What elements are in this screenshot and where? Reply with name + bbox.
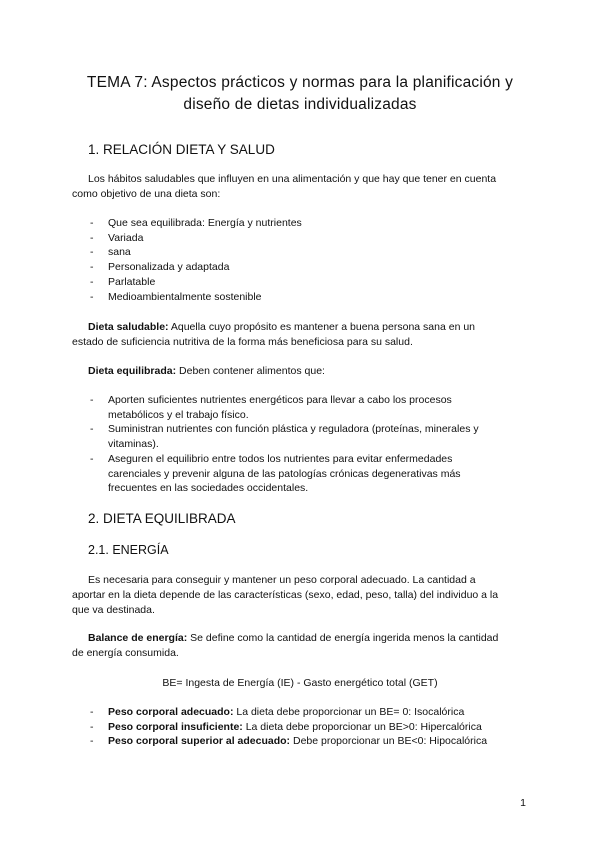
list-item: - Aporten suficientes nutrientes energéticos para llevar a cabo los procesos metabólicos y el trabajo físico. [90, 394, 452, 421]
page-number: 1 [520, 797, 526, 809]
list-item: - Peso corporal superior al adecuado: Debe proporcionar un BE<0: Hipocalórica [90, 735, 488, 748]
intro-line-2: como objetivo de una dieta son: [72, 188, 221, 200]
list-item: - Peso corporal adecuado: La dieta debe proporcionar un BE= 0: Isocalórica [90, 706, 465, 718]
list-item: - Peso corporal insuficiente: La dieta debe proporcionar un BE>0: Hipercalórica [90, 720, 482, 733]
list-item: - Medioambientalmente sostenible [90, 290, 262, 303]
list-item: - Aseguren el equilibrio entre todos los nutrientes para evitar enfermedades carenciales y prevenir alguna de las patologías crónicas degenerativas más frecuentes en las sociedades occidentales. [90, 452, 461, 495]
dieta-saludable-term: Dieta saludable: [88, 321, 169, 333]
section-1-heading: 1. RELACIÓN DIETA Y SALUD [88, 142, 275, 157]
list-item: - Variada [90, 231, 144, 244]
title-line-1: TEMA 7: Aspectos prácticos y normas para la planificación y [86, 74, 514, 91]
requirements-list [90, 393, 510, 496]
intro-line-1: Los hábitos saludables que influyen en una alimentación y que hay que tener en cuenta [88, 173, 497, 185]
list-item: - Suministran nutrientes con función plástica y reguladora (proteínas, minerales y vitaminas). [90, 423, 479, 451]
section-1-intro [72, 172, 518, 202]
dieta-saludable-paragraph: Dieta saludable: Aquella cuyo propósito es mantener a buena persona sana en un estado de suficiencia nutritiva de la forma más beneficiosa para su salud. [72, 321, 475, 348]
dieta-equilibrada-term: Dieta equilibrada: [88, 365, 177, 377]
document-title [60, 72, 540, 116]
balance-paragraph: Balance de energía: Se define como la cantidad de energía ingerida menos la cantidad de energía consumida. [72, 632, 499, 659]
habits-list [90, 216, 510, 304]
list-item: - Que sea equilibrada: Energía y nutrientes [90, 217, 302, 229]
list-item: - Personalizada y adaptada [90, 261, 230, 274]
list-item: - Parlatable [90, 275, 156, 288]
section-2-1-heading: 2.1. ENERGÍA [88, 543, 169, 557]
balance-term: Balance de energía: [88, 632, 188, 644]
title-line-2: diseño de dietas individualizadas [183, 96, 417, 113]
energia-paragraph: Es necesaria para conseguir y mantener un peso corporal adecuado. La cantidad a aportar en la dieta depende de las características (sexo, edad, peso, talla) del individuo a la que va destinada. [72, 574, 499, 616]
weight-list [90, 705, 510, 749]
dieta-equilibrada-paragraph: Dieta equilibrada: Deben contener alimentos que: [88, 365, 325, 377]
energy-balance-formula: BE= Ingesta de Energía (IE) - Gasto energético total (GET) [162, 677, 438, 689]
section-2-heading: 2. DIETA EQUILIBRADA [88, 511, 236, 526]
list-item: - sana [90, 246, 131, 259]
